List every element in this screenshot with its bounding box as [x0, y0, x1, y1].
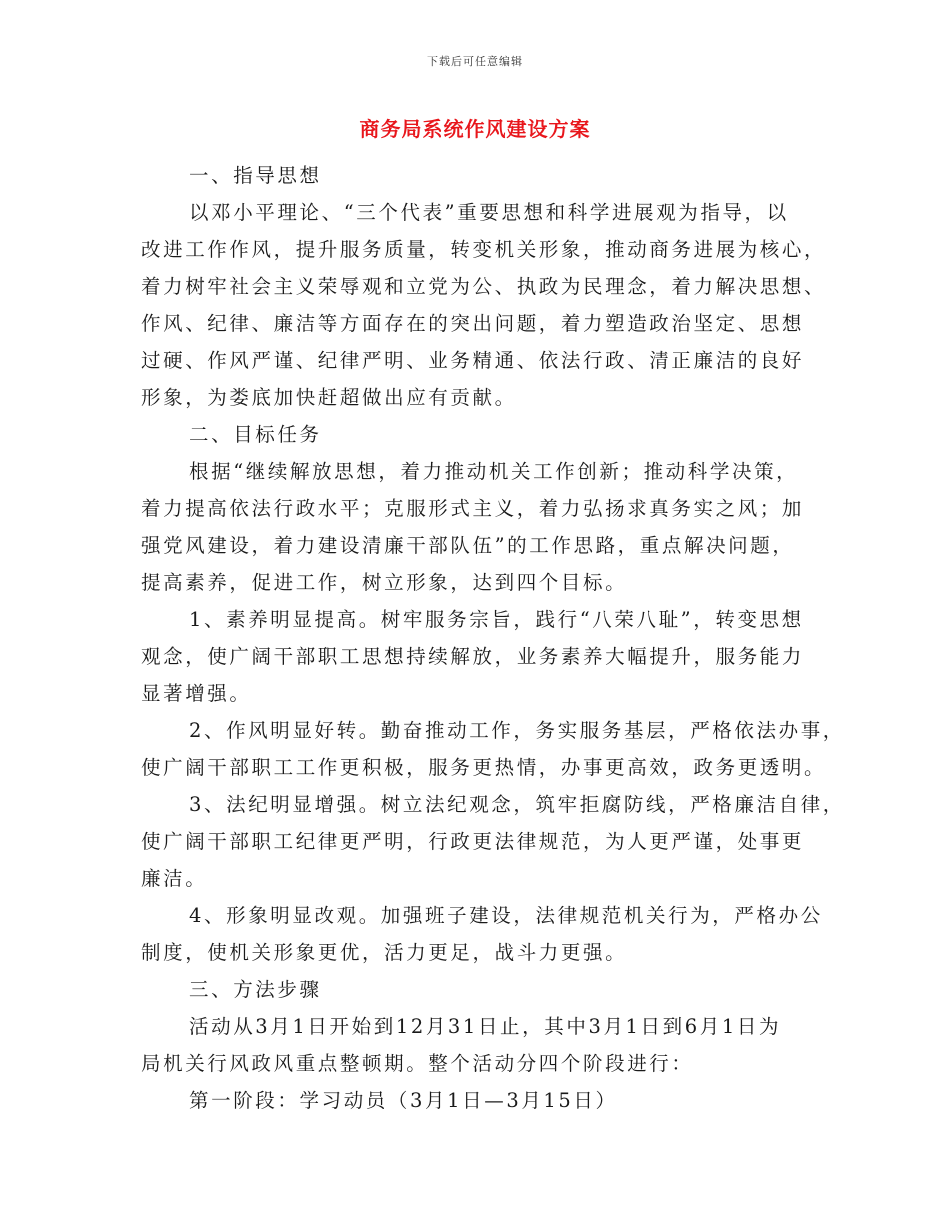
paragraph-line: 强党风建设，着力建设清廉干部队伍”的工作思路，重点解决问题， — [141, 534, 795, 557]
paragraph-line: 作风、纪律、廉洁等方面存在的突出问题，着力塑造政治坚定、思想 — [141, 312, 805, 335]
document-title: 商务局系统作风建设方案 — [359, 117, 591, 141]
paragraph-line: 着力树牢社会主义荣辱观和立党为公、执政为民理念，着力解决思想、 — [141, 275, 827, 298]
goal-item-2: 2、作风明显好转。勤奋推动工作，务实服务基层，严格依法办事， — [189, 719, 845, 742]
goal-item-3: 3、法纪明显增强。树立法纪观念，筑牢拒腐防线，严格廉洁自律， — [189, 793, 845, 816]
paragraph-line: 局机关行风政风重点整顿期。整个活动分四个阶段进行： — [141, 1052, 694, 1075]
paragraph-line: 形象，为娄底加快赶超做出应有贡献。 — [141, 386, 517, 409]
goal-item-1: 1、素养明显提高。树牢服务宗旨，践行“八荣八耻”，转变思想 — [189, 608, 804, 631]
header-note: 下载后可任意编辑 — [427, 55, 523, 68]
section-heading-2: 二、目标任务 — [189, 423, 322, 446]
goal-item-4: 4、形象明显改观。加强班子建设，法律规范机关行为，严格办公 — [189, 904, 823, 927]
paragraph-line: 观念，使广阔干部职工思想持续解放，业务素养大幅提升，服务能力 — [141, 645, 805, 668]
paragraph-line: 着力提高依法行政水平；克服形式主义，着力弘扬求真务实之风；加 — [141, 497, 805, 520]
paragraph-line: 改进工作作风，提升服务质量，转变机关形象，推动商务进展为核心， — [141, 238, 827, 261]
paragraph-line: 活动从3月1日开始到12月31日止，其中3月1日到6月1日为 — [189, 1015, 782, 1038]
section-heading-1: 一、指导思想 — [189, 164, 322, 187]
paragraph-line: 以邓小平理论、“三个代表”重要思想和科学进展观为指导，以 — [189, 201, 789, 224]
paragraph-line: 使广阔干部职工工作更积极，服务更热情，办事更高效，政务更透明。 — [141, 756, 827, 779]
phase-heading-1: 第一阶段：学习动员（3月1日—3月15日） — [189, 1089, 618, 1112]
paragraph-line: 制度，使机关形象更优，活力更足，战斗力更强。 — [141, 941, 628, 964]
paragraph-line: 根据“继续解放思想，着力推动机关工作创新；推动科学决策， — [189, 460, 799, 483]
paragraph-line: 提高素养，促进工作，树立形象，达到四个目标。 — [141, 571, 628, 594]
paragraph-line: 显著增强。 — [141, 682, 252, 705]
document-body — [141, 157, 845, 1119]
paragraph-line: 使广阔干部职工纪律更严明，行政更法律规范，为人更严谨，处事更 — [141, 830, 805, 853]
section-heading-3: 三、方法步骤 — [189, 978, 322, 1001]
paragraph-line: 过硬、作风严谨、纪律严明、业务精通、依法行政、清正廉洁的良好 — [141, 349, 805, 372]
paragraph-line: 廉洁。 — [141, 867, 208, 890]
